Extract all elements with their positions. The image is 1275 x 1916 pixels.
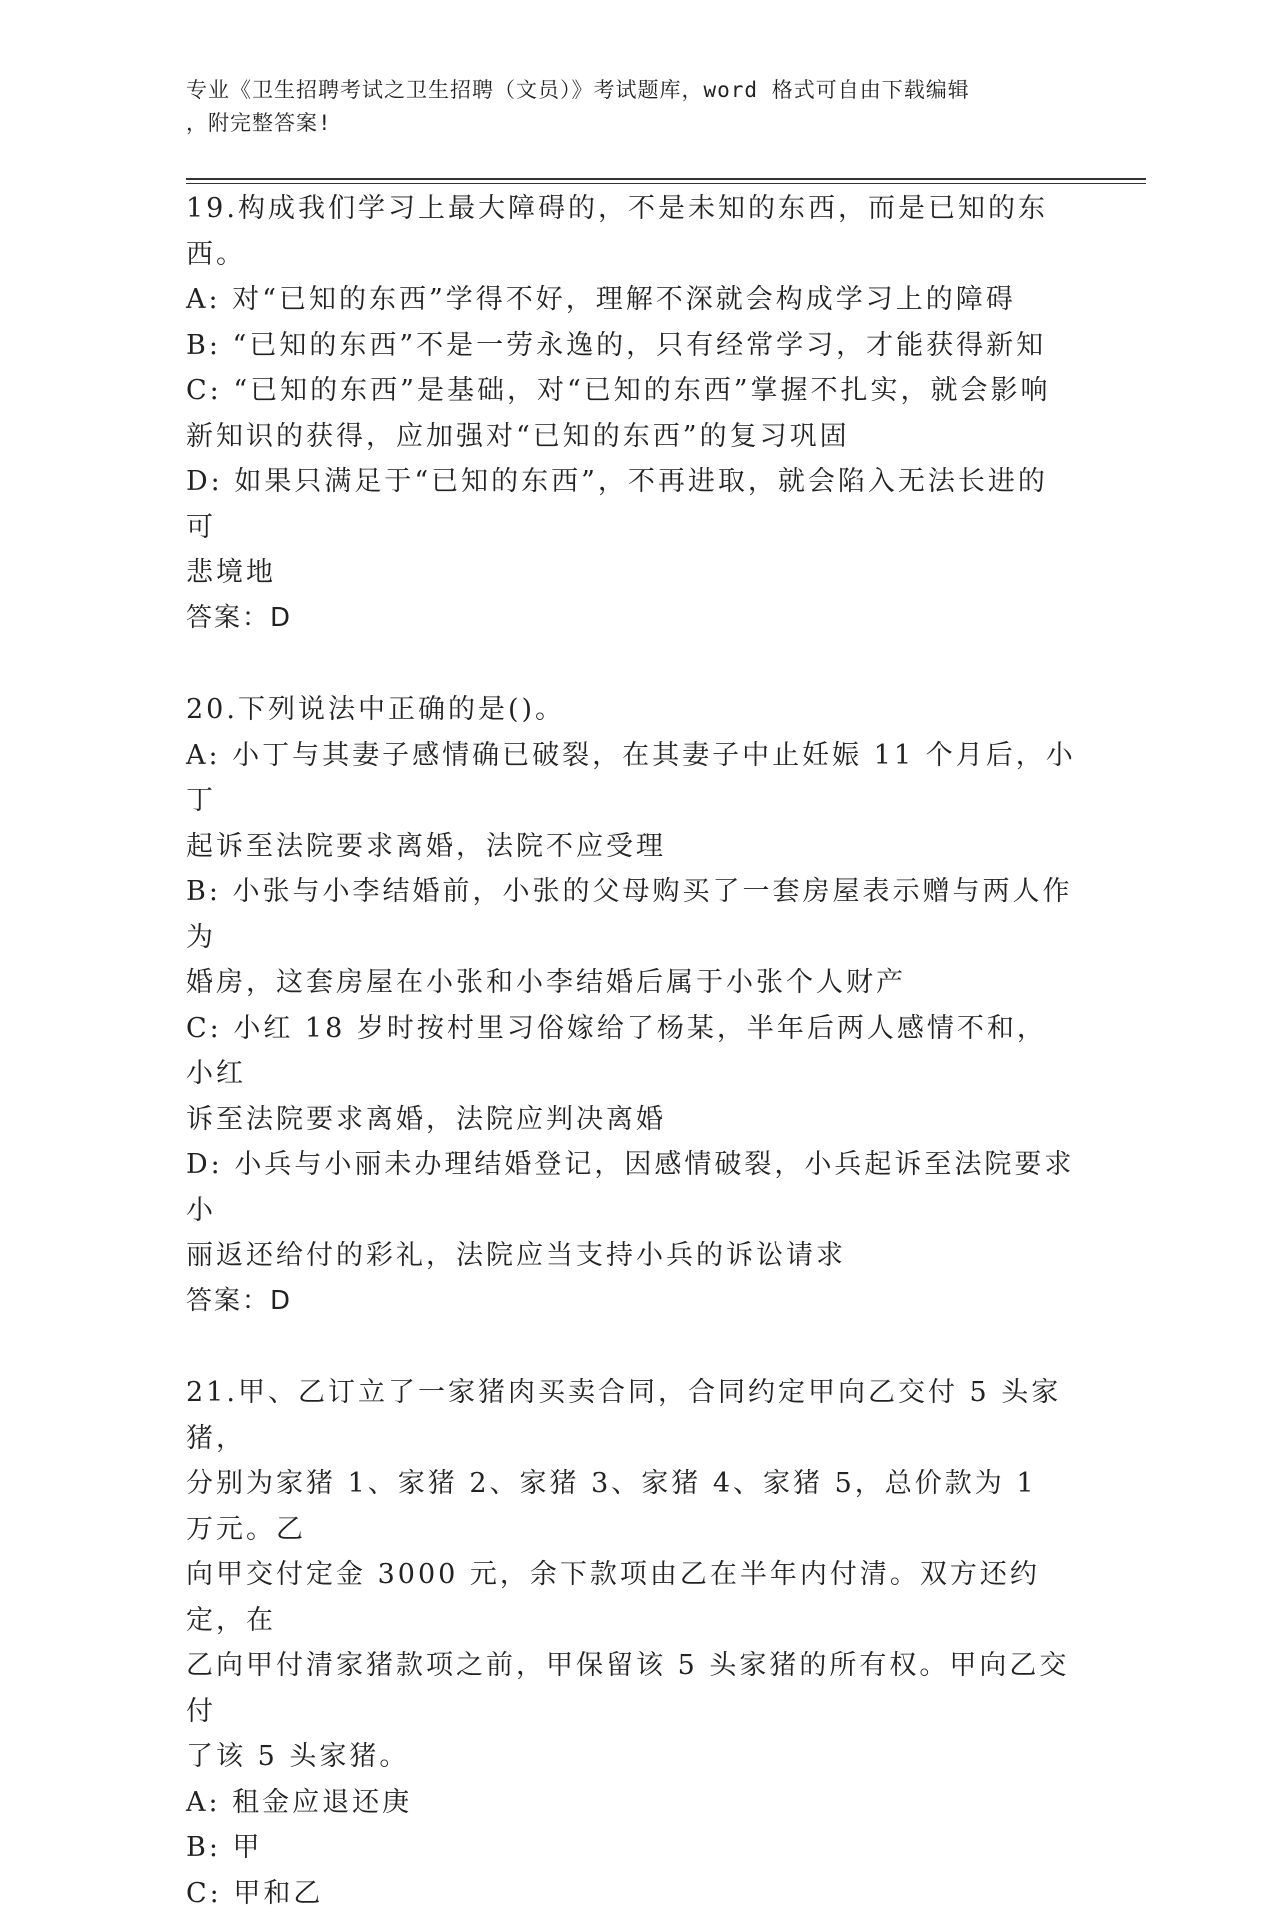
question-list (186, 186, 1076, 1916)
question-stem-line: 19.构成我们学习上最大障碍的，不是未知的东西，而是已知的东西。 (186, 186, 1076, 277)
document-header (186, 74, 1066, 140)
question-block (186, 186, 1076, 641)
question-block (186, 687, 1076, 1324)
option-line: D: 如果只满足于“已知的东西”，不再进取，就会陷入无法长进的可 (186, 459, 1076, 550)
option-line: B: 甲 (186, 1825, 1076, 1871)
question-stem-line: 向甲交付定金 3000 元，余下款项由乙在半年内付清。双方还约定，在 (186, 1552, 1076, 1643)
answer-label: 答案：D (186, 1279, 1076, 1325)
answer-label: 答案：D (186, 596, 1076, 642)
option-line: 悲境地 (186, 550, 1076, 596)
option-line: 婚房，这套房屋在小张和小李结婚后属于小张个人财产 (186, 960, 1076, 1006)
header-divider-thick (186, 178, 1146, 180)
question-stem-line: 分别为家猪 1、家猪 2、家猪 3、家猪 4、家猪 5，总价款为 1 万元。乙 (186, 1461, 1076, 1552)
option-line: 诉至法院要求离婚，法院应判决离婚 (186, 1097, 1076, 1143)
option-line: C: 小红 18 岁时按村里习俗嫁给了杨某，半年后两人感情不和，小红 (186, 1006, 1076, 1097)
option-line: C: 甲和乙 (186, 1871, 1076, 1916)
option-line: B: 小张与小李结婚前，小张的父母购买了一套房屋表示赠与两人作为 (186, 869, 1076, 960)
question-stem-line: 乙向甲付清家猪款项之前，甲保留该 5 头家猪的所有权。甲向乙交付 (186, 1643, 1076, 1734)
question-stem-line: 20.下列说法中正确的是()。 (186, 687, 1076, 733)
option-line: D: 小兵与小丽未办理结婚登记，因感情破裂，小兵起诉至法院要求小 (186, 1142, 1076, 1233)
option-line: A: 租金应退还庚 (186, 1780, 1076, 1826)
option-line: C: “已知的东西”是基础，对“已知的东西”掌握不扎实，就会影响 (186, 368, 1076, 414)
option-line: B: “已知的东西”不是一劳永逸的，只有经常学习，才能获得新知 (186, 323, 1076, 369)
question-stem-line: 了该 5 头家猪。 (186, 1734, 1076, 1780)
option-line: 新知识的获得，应加强对“已知的东西”的复习巩固 (186, 414, 1076, 460)
question-stem-line: 21.甲、乙订立了一家猪肉买卖合同，合同约定甲向乙交付 5 头家猪， (186, 1370, 1076, 1461)
option-line: A: 小丁与其妻子感情确已破裂，在其妻子中止妊娠 11 个月后，小丁 (186, 733, 1076, 824)
option-line: A: 对“已知的东西”学得不好，理解不深就会构成学习上的障碍 (186, 277, 1076, 323)
header-line-1: 专业《卫生招聘考试之卫生招聘（文员）》考试题库，word 格式可自由下载编辑 (186, 74, 1066, 107)
option-line: 起诉至法院要求离婚，法院不应受理 (186, 824, 1076, 870)
header-divider-thin (186, 183, 1146, 184)
question-block (186, 1370, 1076, 1916)
option-line: 丽返还给付的彩礼，法院应当支持小兵的诉讼请求 (186, 1233, 1076, 1279)
header-line-2: ，附完整答案! (186, 107, 1066, 140)
